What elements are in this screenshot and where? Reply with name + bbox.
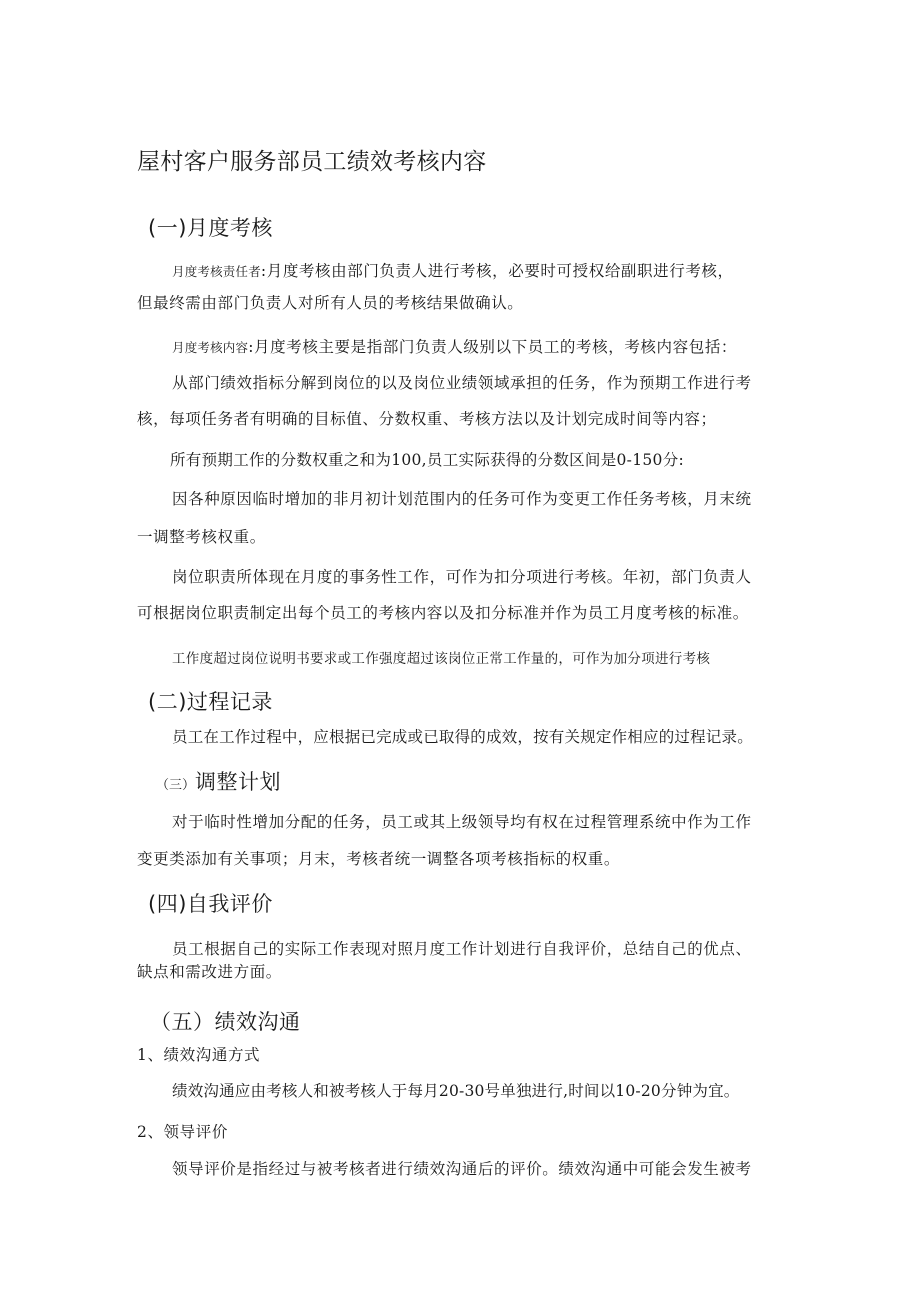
resp-text: :月度考核由部门负责人进行考核，必要时可授权给副职进行考核， xyxy=(260,262,734,280)
section4-heading: (四)自我评价 xyxy=(148,892,273,916)
resp-paragraph-line1 xyxy=(172,262,734,281)
p4-line2: 可根据岗位职责制定出每个员工的考核内容以及扣分标准并作为员工月度考核的标准。 xyxy=(137,604,749,622)
p2: 所有预期工作的分数权重之和为100,员工实际获得的分数区间是0-150分: xyxy=(170,451,685,469)
content-label: 月度考核内容 xyxy=(172,340,249,355)
content-paragraph xyxy=(172,338,737,357)
section4-p1-line2: 缺点和需改进方面。 xyxy=(137,963,282,981)
section5-heading: （五）绩效沟通 xyxy=(150,1010,301,1034)
section3-heading xyxy=(156,766,281,796)
section3-p1-line1: 对于临时性增加分配的任务，员工或其上级领导均有权在过程管理系统中作为工作 xyxy=(172,813,752,831)
section2-heading: (二)过程记录 xyxy=(148,690,273,714)
section5-item1-text: 绩效沟通应由考核人和被考核人于每月20-30号单独进行,时间以10-20分钟为宜。 xyxy=(172,1082,740,1100)
section1-heading: (一)月度考核 xyxy=(148,216,273,240)
p4-line1: 岗位职责所体现在月度的事务性工作，可作为扣分项进行考核。年初，部门负责人 xyxy=(172,568,752,586)
section5-item1-heading: 1、绩效沟通方式 xyxy=(137,1046,261,1064)
p3-line2: 一调整考核权重。 xyxy=(137,528,266,546)
section3-heading-num: （三） xyxy=(156,778,196,793)
section4-p1-line1: 员工根据自己的实际工作表现对照月度工作计划进行自我评价，总结自己的优点、 xyxy=(172,940,752,958)
p5: 工作度超过岗位说明书要求或工作强度超过该岗位正常工作量的，可作为加分项进行考核 xyxy=(172,651,711,667)
resp-paragraph-line2: 但最终需由部门负责人对所有人员的考核结果做确认。 xyxy=(137,294,524,312)
section5-item2-heading: 2、领导评价 xyxy=(137,1123,228,1141)
resp-label: 月度考核责任者 xyxy=(172,264,261,279)
p3-line1: 因各种原因临时增加的非月初计划范围内的任务可作为变更工作任务考核，月末统 xyxy=(172,490,752,508)
section5-item2-text: 领导评价是指经过与被考核者进行绩效沟通后的评价。绩效沟通中可能会发生被考 xyxy=(172,1160,752,1178)
page-title: 屋村客户服务部员工绩效考核内容 xyxy=(137,149,487,175)
content-text: :月度考核主要是指部门负责人级别以下员工的考核，考核内容包括： xyxy=(248,338,738,356)
section3-p1-line2: 变更类添加有关事项；月末，考核者统一调整各项考核指标的权重。 xyxy=(137,850,621,868)
p1-line1: 从部门绩效指标分解到岗位的以及岗位业绩领域承担的任务，作为预期工作进行考 xyxy=(172,374,752,392)
section2-p1: 员工在工作过程中，应根据已完成或已取得的成效，按有关规定作相应的过程记录。 xyxy=(172,728,753,746)
section3-heading-text: 调整计划 xyxy=(195,770,282,794)
p1-line2: 核，每项任务者有明确的目标值、分数权重、考核方法以及计划完成时间等内容； xyxy=(137,410,717,428)
